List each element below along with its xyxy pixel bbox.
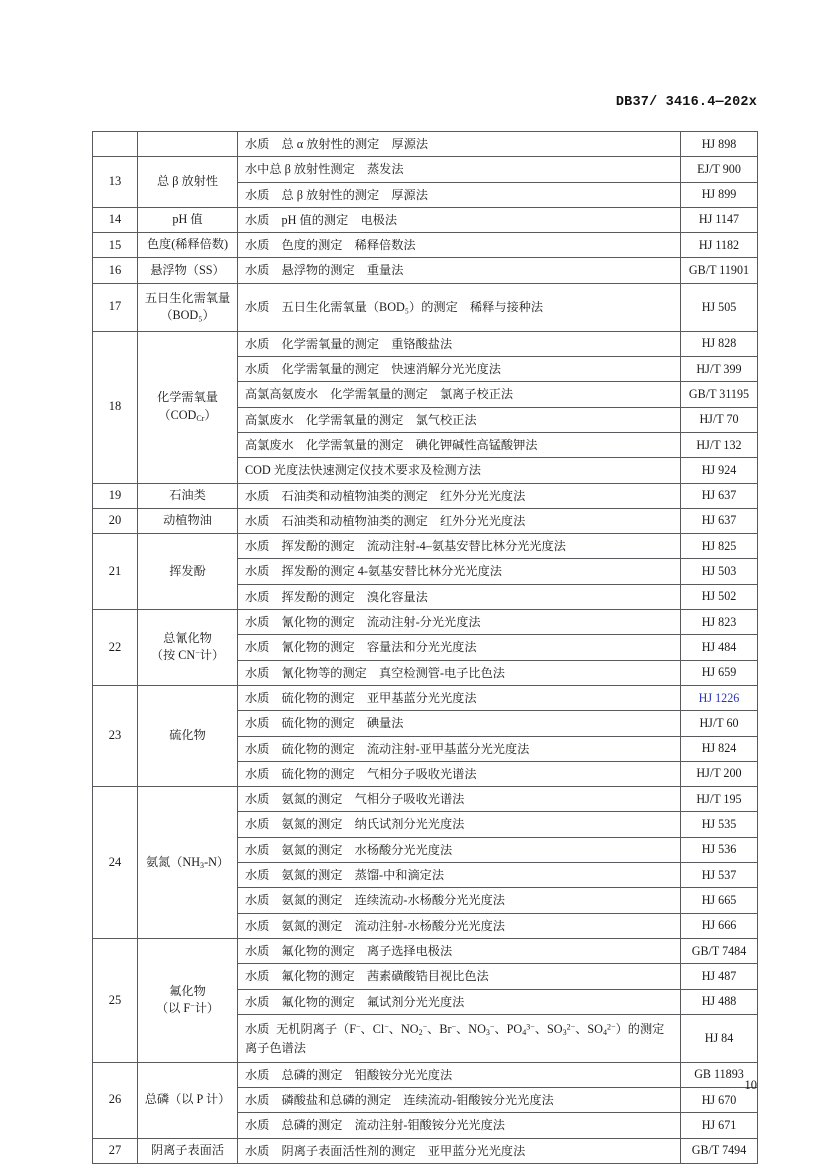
cell-standard-code: HJ 824 <box>681 736 758 761</box>
cell-serial-number: 16 <box>93 258 138 283</box>
cell-standard-code: HJ 898 <box>681 132 758 157</box>
cell-serial-number: 22 <box>93 610 138 686</box>
cell-method-name: 水质 五日生化需氧量（BOD₅）的测定 稀释与接种法 <box>238 283 681 331</box>
cell-standard-code: HJ 637 <box>681 508 758 533</box>
item-name-line1: 五日生化需氧量 <box>144 290 231 305</box>
table-row <box>93 1138 758 1163</box>
cell-standard-code: HJ 828 <box>681 331 758 356</box>
cell-standard-code: HJ 671 <box>681 1113 758 1138</box>
item-name-line2: （按 CN−计） <box>150 648 225 663</box>
cell-method-name: 水质 硫化物的测定 流动注射-亚甲基蓝分光光度法 <box>238 736 681 761</box>
cell-standard-code: HJ 505 <box>681 283 758 331</box>
cell-standard-code: HJ/T 70 <box>681 407 758 432</box>
cell-standard-code: GB 11893 <box>681 1062 758 1087</box>
cell-item-name <box>138 283 238 331</box>
cell-method-name: 水质 石油类和动植物油类的测定 红外分光光度法 <box>238 508 681 533</box>
cell-method-name: 水质 氨氮的测定 纳氏试剂分光光度法 <box>238 812 681 837</box>
cell-item-name: 石油类 <box>138 483 238 508</box>
pollutant-method-standards-table <box>92 131 758 1164</box>
table-row <box>93 258 758 283</box>
cell-method-name: 水质 石油类和动植物油类的测定 红外分光光度法 <box>238 483 681 508</box>
cell-standard-code: HJ 503 <box>681 559 758 584</box>
cell-method-name: 水质 氨氮的测定 连续流动-水杨酸分光光度法 <box>238 888 681 913</box>
table-row <box>93 283 758 331</box>
cell-item-name: 阴离子表面活 <box>138 1138 238 1163</box>
cell-method-name: 水中总 β 放射性测定 蒸发法 <box>238 157 681 182</box>
cell-standard-code: HJ 1182 <box>681 233 758 258</box>
cell-method-name: 高氯高氨废水 化学需氧量的测定 氯离子校正法 <box>238 382 681 407</box>
cell-method-name: 水质 阴离子表面活性剂的测定 亚甲蓝分光光度法 <box>238 1138 681 1163</box>
cell-item-name <box>138 132 238 157</box>
cell-serial-number: 14 <box>93 207 138 232</box>
item-name-line1: 氟化物 <box>169 983 206 998</box>
cell-method-name: 水质 氨氮的测定 气相分子吸收光谱法 <box>238 787 681 812</box>
table-row <box>93 233 758 258</box>
cell-serial-number: 23 <box>93 685 138 786</box>
cell-method-name: 水质 挥发酚的测定 流动注射-4–氨基安替比林分光光度法 <box>238 534 681 559</box>
cell-standard-code: HJ 487 <box>681 964 758 989</box>
cell-item-name: 硫化物 <box>138 685 238 786</box>
cell-serial-number <box>93 132 138 157</box>
cell-method-name: 水质 悬浮物的测定 重量法 <box>238 258 681 283</box>
cell-standard-code: GB/T 31195 <box>681 382 758 407</box>
table-body <box>93 132 758 1164</box>
cell-standard-code: HJ 537 <box>681 863 758 888</box>
cell-standard-code: HJ 666 <box>681 913 758 938</box>
table-row <box>93 207 758 232</box>
cell-method-name: 水质 总 β 放射性的测定 厚源法 <box>238 182 681 207</box>
cell-method-name: 水质 氰化物的测定 流动注射-分光光度法 <box>238 610 681 635</box>
cell-method-name: 水质 pH 值的测定 电极法 <box>238 207 681 232</box>
cell-serial-number: 21 <box>93 534 138 610</box>
cell-standard-code: HJ/T 200 <box>681 761 758 786</box>
cell-standard-code: HJ 484 <box>681 635 758 660</box>
cell-method-name: 水质 硫化物的测定 亚甲基蓝分光光度法 <box>238 685 681 710</box>
cell-item-name <box>138 938 238 1062</box>
cell-standard-code: HJ 536 <box>681 837 758 862</box>
cell-method-name: 水质 总磷的测定 流动注射-钼酸铵分光光度法 <box>238 1113 681 1138</box>
cell-standard-code: HJ 825 <box>681 534 758 559</box>
cell-standard-code: GB/T 7484 <box>681 938 758 963</box>
table-row <box>93 610 758 635</box>
table-row <box>93 938 758 963</box>
cell-method-name: 水质 氟化物的测定 离子选择电极法 <box>238 938 681 963</box>
cell-method-name: 水质 化学需氧量的测定 快速消解分光光度法 <box>238 357 681 382</box>
cell-method-name: 水质 色度的测定 稀释倍数法 <box>238 233 681 258</box>
table-row <box>93 787 758 812</box>
cell-method-name: 水质 氰化物等的测定 真空检测管-电子比色法 <box>238 660 681 685</box>
cell-standard-code: HJ 1147 <box>681 207 758 232</box>
item-name-line2: （以 F−计） <box>155 1001 220 1016</box>
cell-item-name: 色度(稀释倍数) <box>138 233 238 258</box>
item-name-line2: （BOD₅） <box>160 308 215 323</box>
cell-method-name: COD 光度法快速测定仪技术要求及检测方法 <box>238 458 681 483</box>
cell-method-name: 水质 硫化物的测定 碘量法 <box>238 711 681 736</box>
cell-standard-code: GB/T 7494 <box>681 1138 758 1163</box>
cell-serial-number: 26 <box>93 1062 138 1138</box>
cell-standard-code: HJ 665 <box>681 888 758 913</box>
cell-serial-number: 27 <box>93 1138 138 1163</box>
cell-standard-code: HJ 823 <box>681 610 758 635</box>
cell-standard-code: HJ 535 <box>681 812 758 837</box>
cell-standard-code: HJ 670 <box>681 1088 758 1113</box>
table-row <box>93 508 758 533</box>
cell-method-name: 水质 挥发酚的测定 4-氨基安替比林分光光度法 <box>238 559 681 584</box>
cell-item-name: 动植物油 <box>138 508 238 533</box>
cell-method-name: 水质 氟化物的测定 茜素磺酸锆目视比色法 <box>238 964 681 989</box>
cell-item-name: 挥发酚 <box>138 534 238 610</box>
item-name-line2: $(COD_{Cr})$ <box>158 408 217 424</box>
cell-method-name: 水质 硫化物的测定 气相分子吸收光谱法 <box>238 761 681 786</box>
cell-method-name: 水质 氰化物的测定 容量法和分光光度法 <box>238 635 681 660</box>
cell-method-name: 水质 总磷的测定 钼酸铵分光光度法 <box>238 1062 681 1087</box>
cell-serial-number: 18 <box>93 331 138 483</box>
cell-item-name: pH 值 <box>138 207 238 232</box>
table-row <box>93 534 758 559</box>
cell-serial-number: 20 <box>93 508 138 533</box>
cell-standard-code-highlighted: HJ 1226 <box>681 685 758 710</box>
item-name-line1: 总氰化物 <box>163 630 212 645</box>
cell-standard-code: HJ 924 <box>681 458 758 483</box>
cell-standard-code: HJ/T 195 <box>681 787 758 812</box>
table-row <box>93 157 758 182</box>
cell-method-name: 水质 挥发酚的测定 溴化容量法 <box>238 584 681 609</box>
cell-serial-number: 13 <box>93 157 138 208</box>
cell-standard-code: HJ/T 399 <box>681 357 758 382</box>
cell-serial-number: 25 <box>93 938 138 1062</box>
cell-standard-code: GB/T 11901 <box>681 258 758 283</box>
cell-standard-code: HJ 84 <box>681 1014 758 1062</box>
table-row <box>93 685 758 710</box>
cell-standard-code: HJ 637 <box>681 483 758 508</box>
cell-serial-number: 17 <box>93 283 138 331</box>
cell-serial-number: 15 <box>93 233 138 258</box>
cell-item-name: 总 β 放射性 <box>138 157 238 208</box>
cell-method-name: 高氯废水 化学需氧量的测定 碘化钾碱性高锰酸钾法 <box>238 432 681 457</box>
cell-method-name: 水质 氨氮的测定 水杨酸分光光度法 <box>238 837 681 862</box>
cell-item-name: 悬浮物（SS） <box>138 258 238 283</box>
cell-item-name <box>138 331 238 483</box>
cell-item-name <box>138 787 238 939</box>
cell-item-name: 总磷（以 P 计） <box>138 1062 238 1138</box>
cell-method-name: 水质 总 α 放射性的测定 厚源法 <box>238 132 681 157</box>
table-row <box>93 331 758 356</box>
cell-method-name-ion-chromatography: 水质 无机阴离子（F−、Cl−、$NO_2^-$、Br−、$NO_3^-$、$PO_4^{3-}$、$SO_3^{2-}$、$SO_4^{2-}$）的测定离子色谱法 <box>238 1014 681 1062</box>
cell-standard-code: HJ 899 <box>681 182 758 207</box>
cell-standard-code: HJ 502 <box>681 584 758 609</box>
cell-standard-code: HJ/T 132 <box>681 432 758 457</box>
cell-method-name: 水质 化学需氧量的测定 重铬酸盐法 <box>238 331 681 356</box>
item-name-text: 氨氮$(NH_3-N)$ <box>145 854 230 870</box>
cell-serial-number: 24 <box>93 787 138 939</box>
cell-method-name: 水质 氟化物的测定 氟试剂分光光度法 <box>238 989 681 1014</box>
cell-item-name <box>138 610 238 686</box>
cell-method-name: 高氯废水 化学需氧量的测定 氯气校正法 <box>238 407 681 432</box>
cell-method-name: 水质 氨氮的测定 蒸馏-中和滴定法 <box>238 863 681 888</box>
cell-method-name: 水质 磷酸盐和总磷的测定 连续流动-钼酸铵分光光度法 <box>238 1088 681 1113</box>
cell-standard-code: EJ/T 900 <box>681 157 758 182</box>
cell-method-name: 水质 氨氮的测定 流动注射-水杨酸分光光度法 <box>238 913 681 938</box>
cell-serial-number: 19 <box>93 483 138 508</box>
running-header-standard-code: DB37/ 3416.4—202x <box>615 95 757 110</box>
page-number: 10 <box>744 1078 757 1092</box>
cell-standard-code: HJ/T 60 <box>681 711 758 736</box>
cell-standard-code: HJ 659 <box>681 660 758 685</box>
cell-standard-code: HJ 488 <box>681 989 758 1014</box>
table-row <box>93 483 758 508</box>
item-name-line1: 化学需氧量 <box>157 390 218 405</box>
table-row <box>93 132 758 157</box>
